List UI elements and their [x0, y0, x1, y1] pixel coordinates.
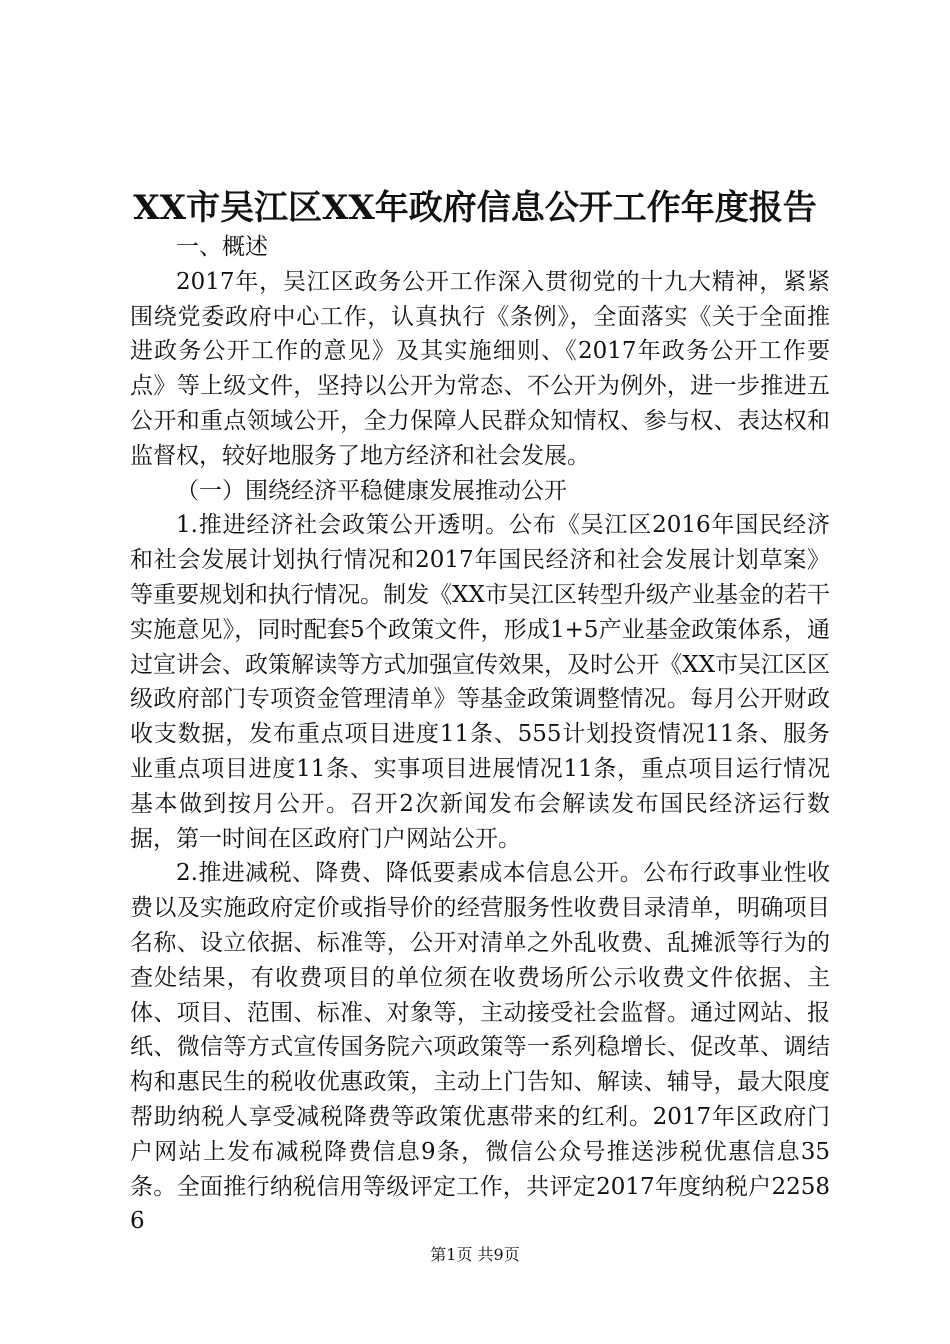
paragraph-policy-openness: 1.推进经济社会政策公开透明。公布《吴江区2016年国民经济和社会发展计划执行情况和2017年国民经济和社会发展计划草案》等重要规划和执行情况。制发《XX市吴江区转型升级产业基金的若干实施意见》，同时配套5个政策文件，形成1+5产业基金政策体系，通过宣讲会、政策解读等方式加强宣传效果，及时公开《XX市吴江区区级政府部门专项资金管理清单》等基金政策调整情况。每月公开财政收支数据，发布重点项目进度11条、555计划投资情况11条、服务业重点项目进度11条、实事项目进展情况11条，重点项目运行情况基本做到按月公开。召开2次新闻发布会解读发布国民经济运行数据，第一时间在区政府门户网站公开。 — [130, 512, 830, 852]
document-body — [130, 230, 830, 1239]
paragraph-tax-fee-reduction: 2.推进减税、降费、降低要素成本信息公开。公布行政事业性收费以及实施政府定价或指导价的经营服务性收费目录清单，明确项目名称、设立依据、标准等，公开对清单之外乱收费、乱摊派等行为的查处结果，有收费项目的单位须在收费场所公示收费文件依据、主体、项目、范围、标准、对象等，主动接受社会监督。通过网站、报纸、微信等方式宣传国务院六项政策等一系列稳增长、促改革、调结构和惠民生的税收优惠政策，主动上门告知、解读、辅导，最大限度帮助纳税人享受减税降费等政策优惠带来的红利。2017年区政府门户网站上发布减税降费信息9条，微信公众号推送涉税优惠信息35条。全面推行纳税信用等级评定工作，共评定2017年度纳税户22586 — [130, 860, 830, 1235]
page-footer: 第1页 共9页 — [430, 1245, 520, 1264]
subsection-heading-economy: （一）围绕经济平稳健康发展推动公开 — [176, 477, 567, 504]
paragraph-overview: 2017年，吴江区政务公开工作深入贯彻党的十九大精神，紧紧围绕党委政府中心工作，认真执行《条例》，全面落实《关于全面推进政务公开工作的意见》及其实施细则、《2017年政务公开工作要点》等上级文件，坚持以公开为常态、不公开为例外，进一步推进五公开和重点领域公开，全力保障人民群众知情权、参与权、表达权和监督权，较好地服务了地方经济和社会发展。 — [130, 268, 830, 469]
document-title: XX市吴江区XX年政府信息公开工作年度报告 — [133, 188, 817, 228]
section-heading-overview: 一、概述 — [176, 234, 268, 260]
